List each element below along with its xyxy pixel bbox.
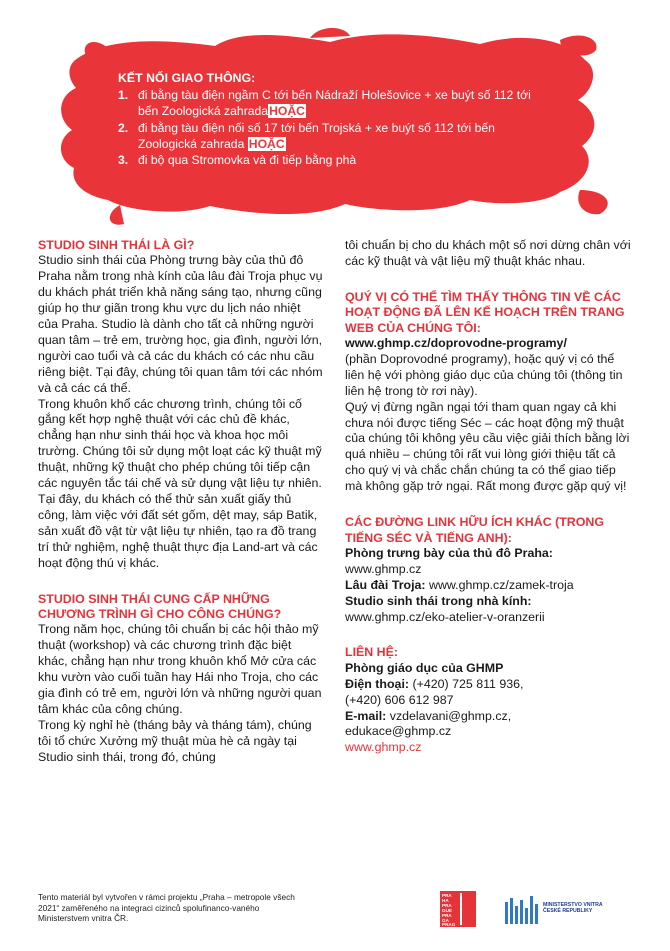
contact-org: Phòng giáo dục của GHMP (345, 660, 504, 675)
section-heading-contact: LIÊN HỆ: (345, 645, 399, 660)
praha-logo-text: GA (442, 918, 449, 923)
transport-item-3 (118, 152, 548, 168)
programs-link[interactable]: www.ghmp.cz/doprovodne-programy/ (345, 336, 567, 351)
phone-label: Điện thoại: (345, 676, 410, 691)
paragraph: Trong khuôn khổ các chương trình, chúng tôi cố gắng kết hợp nghệ thuật với các chủ đề khác, chẳng hạn như sinh thái học và khoa học môi trường. Chúng tôi sử dụng một loạt các kỹ thuật mỹ thuật, những kỹ thuật cho phép chúng tôi tiếp cận các nguyên tắc tái chế và sử dụng vật liệu tự nhiên. Tại đây, du khách có thể thử sản xuất giấy thủ công, làm việc với đất sét gốm, dệt may, sáp Batik, sản xuất đồ vật từ vật liệu tự nhiên, tạo ra đồ trang trí thử nghiệm, nghệ thuật thực địa Land-art và các hoạt động thú vị khác. (38, 396, 322, 570)
section-heading-info: QUÝ VỊ CÓ THỂ TÌM THẤY THÔNG TIN VỀ CÁC HOẠT ĐỘNG ĐÃ LÊN KẾ HOẠCH TRÊN TRANG WEB CỦA CHÚNG TÔI: (345, 289, 625, 335)
paragraph: Trong năm học, chúng tôi chuẩn bị các hội thảo mỹ thuật (workshop) và các chương trình đặc biệt khác, chẳng hạn như trong khuôn khổ Mở cửa các khu vườn vào cuối tuần hay Hái nho Troja, cho các gia đình có trẻ em, người lớn và những người quan tâm khác của công chúng. (38, 622, 322, 716)
ministry-text: MINISTERSTVO VNITRA ČESKÉ REPUBLIKY (543, 902, 603, 915)
paragraph: Trong kỳ nghỉ hè (tháng bảy và tháng tám), chúng tôi tổ chức Xưởng mỹ thuật mùa hè cả ngày tại Studio sinh thái, trong đó, chúng (38, 717, 312, 764)
item-text: đi bộ qua Stromovka và đi tiếp bằng phà (138, 153, 357, 168)
email-label: E-mail: (345, 708, 387, 723)
praha-logo-text: PRA (442, 913, 452, 918)
troja-link[interactable]: www.ghmp.cz/zamek-troja (425, 577, 574, 592)
praha-logo-text: PRA (442, 903, 452, 908)
right-column (345, 238, 635, 756)
email-address-1[interactable]: vzdelavani@ghmp.cz, (386, 708, 512, 723)
link-label: Studio sinh thái trong nhà kính: (345, 593, 532, 608)
eco-studio-link[interactable]: www.ghmp.cz/eko-atelier-v-oranzerii (345, 609, 545, 624)
footer-note: Tento materiál byl vytvořen v rámci projektu „Praha – metropole všech 2021“ zaměřeného na integraci cizinců spolufinanco-vaného Ministerstvem vnitra ČR. (38, 892, 295, 923)
praha-logo (440, 891, 476, 927)
praha-logo-text: HA (442, 898, 449, 903)
transport-title: KẾT NỐI GIAO THÔNG: (118, 71, 256, 85)
link-label: Phòng trưng bày của thủ đô Praha: (345, 545, 553, 560)
item-number: 3. (118, 153, 129, 168)
item-number: 1. (118, 88, 129, 103)
transport-box (118, 70, 548, 168)
section-heading-programs: STUDIO SINH THÁI CUNG CẤP NHỮNG CHƯƠNG TRÌNH GÌ CHO CÔNG CHÚNG? (38, 591, 282, 621)
phone-number-2[interactable]: (+420) 606 612 987 (345, 692, 454, 707)
section-heading-links: CÁC ĐƯỜNG LINK HỮU ÍCH KHÁC (TRONG TIẾNG SÉC VÀ TIẾNG ANH): (345, 515, 604, 545)
praha-logo-text: PRAG (442, 922, 456, 927)
paragraph: Studio sinh thái của Phòng trưng bày của thủ đô Praha nằm trong nhà kính của lâu đài Troja phục vụ du khách phát triển khả năng sáng tạo, nhưng cũng giúp họ thư giãn trong khu vực du lịch náo nhiệt của Praha. Studio là dành cho tất cả những người quan tâm – trẻ em, trường học, gia đình, người lớn, người cao tuổi và cả các du khách có các nhu cầu riêng biệt. Tại đây, chúng tôi quan tâm tới các nhóm và cả các cá thể. (38, 253, 323, 395)
item-number: 2. (118, 120, 129, 135)
paragraph: (phần Doprovodné programy), hoặc quý vị có thể liên hệ với phòng giáo dục của chúng tôi (thông tin liên hệ trong tờ rơi này). (345, 351, 623, 398)
website-link[interactable]: www.ghmp.cz (345, 740, 422, 755)
transport-item-1 (118, 87, 548, 119)
email-address-2[interactable]: edukace@ghmp.cz (345, 724, 452, 739)
praha-logo-text: PRA (442, 893, 452, 898)
transport-list (118, 87, 548, 168)
left-column (38, 238, 323, 766)
or-label: HOẶC (248, 136, 285, 151)
link-label: Lâu đài Troja: (345, 577, 426, 592)
gallery-link[interactable]: www.ghmp.cz (345, 561, 422, 576)
item-text: đi bằng tàu điện nối số 17 tới bến Trojská + xe buýt số 112 tới bến Zoologická zahrada (138, 120, 495, 151)
transport-item-2 (118, 120, 548, 152)
ministry-emblem-icon (505, 896, 541, 924)
or-label: HOẶC (269, 104, 305, 119)
item-text: đi bằng tàu điện ngầm C tới bến Nádraží Holešovice + xe buýt số 112 tới bến Zoologická zahrada (138, 88, 531, 119)
section-heading-what-is: STUDIO SINH THÁI LÀ GÌ? (38, 238, 195, 252)
phone-number-1[interactable]: (+420) 725 811 936, (409, 676, 524, 691)
ministry-logo (505, 896, 603, 929)
praha-logo-text: GUE (442, 908, 452, 913)
paragraph: tôi chuẩn bị cho du khách một số nơi dừng chân với các kỹ thuật và vật liệu mỹ thuật khác nhau. (345, 238, 631, 268)
paragraph: Quý vị đừng ngần ngại tới tham quan ngay cả khi chưa nói được tiếng Séc – các hoạt động mỹ thuật của chúng tôi không yêu cầu việc giải thích bằng lời quá nhiều – chúng tôi rất vui lòng giới thiệu tất cả cho quý vị và chắc chắn chúng ta có thể giao tiếp mà không gặp trở ngại. Rất mong được gặp quý vị! (345, 399, 630, 494)
